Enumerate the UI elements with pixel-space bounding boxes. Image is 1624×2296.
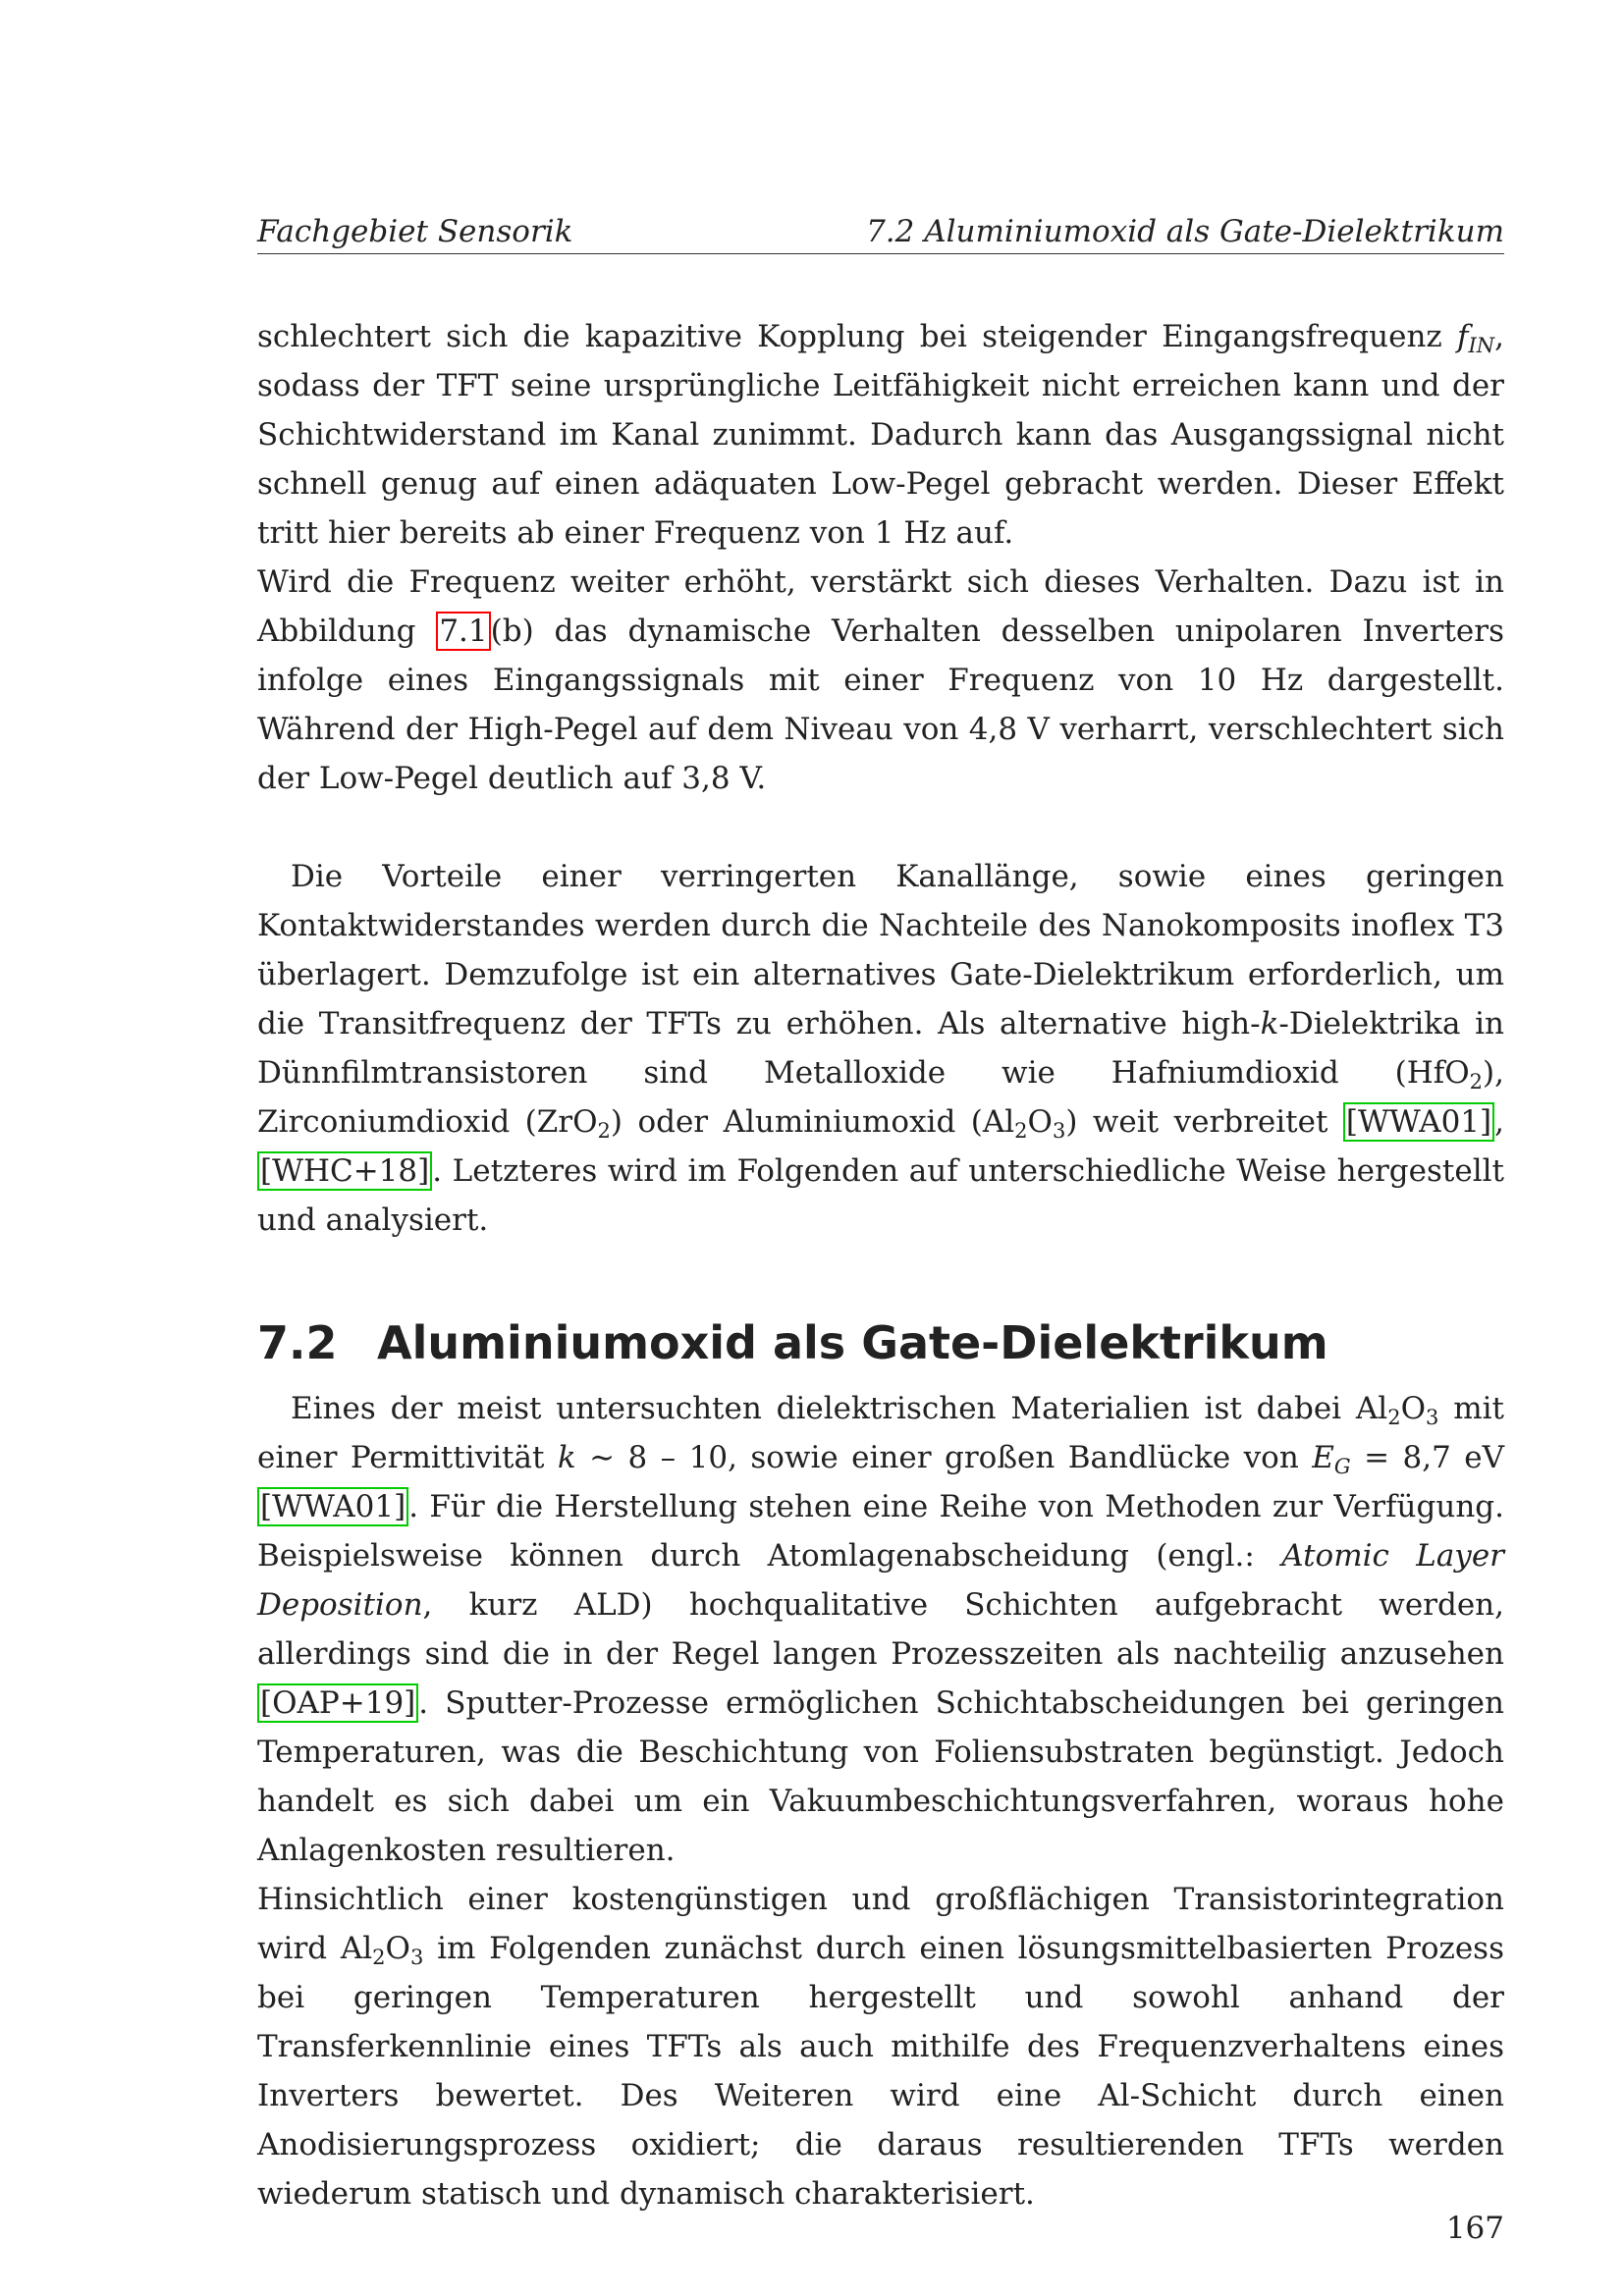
header-right: 7.2 Aluminiumoxid als Gate-Dielektrikum	[866, 214, 1504, 249]
paragraph-4: Eines der meist untersuchten dielektrischen Materialien ist dabei $Al_2O_3$ mit einer Permittivität k ∼ 8 – 10, sowie einer großen Bandlücke von $E_G = 8,7$ eV [WWA01]. Für die Herstellung stehen eine Reihe von Methoden zur Verfügung. Beispielsweise können durch Atomlagenabscheidung (engl.: Atomic Layer Deposition, kurz ALD) hochqualitative Schichten aufgebracht werden, allerdings sind die in der Regel langen Prozesszeiten als nachteilig anzusehen [OAP+19]. Sputter-Prozesse ermöglichen Schichtabscheidungen bei geringen Temperaturen, was die Beschichtung von Foliensubstraten begünstigt. Jedoch handelt es sich dabei um ein Vakuumbeschichtungsverfahren, woraus hohe Anlagenkosten resultieren.	[257, 1391, 1505, 1868]
math-k: k	[1260, 1006, 1279, 1041]
paragraph-5: Hinsichtlich einer kostengünstigen und großflächigen Transistorintegration wird $Al_2O_3$ im Folgenden zunächst durch einen lösungsmittelbasierten Prozess bei geringen Temperaturen hergestellt und sowohl anhand der Transferkennlinie eines TFTs als auch mithilfe des Frequenzverhaltens eines Inverters bewertet. Des Weiteren wird eine Al-Schicht durch einen Anodisierungsprozess oxidiert; die daraus resultierenden TFTs werden wiederum statisch und dynamisch charakterisiert.	[257, 1882, 1504, 2212]
header-left: Fachgebiet Sensorik	[257, 214, 573, 249]
paragraph-1: schlechtert sich die kapazitive Kopplung bei steigender Eingangsfrequenz $f_{IN}$, sodass der TFT seine ursprüngliche Leitfähigkeit nicht erreichen kann und der Schichtwiderstand im Kanal zunimmt. Dadurch kann das Ausgangssignal nicht schnell genug auf einen adäquaten Low-Pegel gebracht werden. Dieser Effekt tritt hier bereits ab einer Frequenz von 1 Hz auf.	[257, 319, 1504, 551]
section-title: Aluminiumoxid als Gate-Dielektrikum	[377, 1316, 1328, 1369]
body-text	[257, 312, 1504, 2218]
citation-link-oap19[interactable]: [OAP+19]	[257, 1683, 418, 1723]
math-sub-in: IN	[1468, 334, 1495, 357]
citation-link-wwa01[interactable]: [WWA01]	[1343, 1102, 1494, 1142]
section-number: 7.2	[257, 1316, 338, 1369]
citation-link-wwa01[interactable]: [WWA01]	[257, 1487, 408, 1526]
figure-ref-link[interactable]: 7.1	[436, 612, 490, 651]
citation-link-whc18[interactable]: [WHC+18]	[257, 1151, 432, 1191]
emphasis-text: Atomic Layer Deposition	[257, 1538, 1504, 1623]
paragraph-2: Wird die Frequenz weiter erhöht, verstärkt sich dieses Verhalten. Dazu ist in Abbildung 7.1(b) das dynamische Verhalten desselben unipolaren Inverters infolge eines Eingangssignals mit einer Frequenz von 10 Hz dargestellt. Während der High-Pegel auf dem Niveau von 4,8 V verharrt, verschlechtert sich der Low-Pegel deutlich auf 3,8 V.	[257, 564, 1504, 796]
math-k: k	[557, 1440, 576, 1475]
page-number: 167	[1445, 2211, 1504, 2246]
section-heading	[257, 1315, 1504, 1370]
running-header	[257, 214, 1504, 254]
math-eg: E	[1312, 1440, 1334, 1475]
math-f: f	[1456, 319, 1469, 354]
paragraph-gap	[257, 803, 1504, 852]
paragraph-3: Die Vorteile einer verringerten Kanallänge, sowie eines geringen Kontaktwiderstandes werden durch die Nachteile des Nanokomposits inoflex T3 überlagert. Demzufolge ist ein alternatives Gate-Dielektrikum erforderlich, um die Transitfrequenz der TFTs zu erhöhen. Als alternative high-k-Dielektrika in Dünnfilmtransistoren sind Metalloxide wie Hafniumdioxid (HfO$_2$), Zirconiumdioxid (ZrO$_2$) oder Aluminiumoxid $(Al_2O_3)$ weit verbreitet [WWA01],[WHC+18]. Letzteres wird im Folgenden auf unterschiedliche Weise hergestellt und analysiert.	[257, 859, 1504, 1238]
